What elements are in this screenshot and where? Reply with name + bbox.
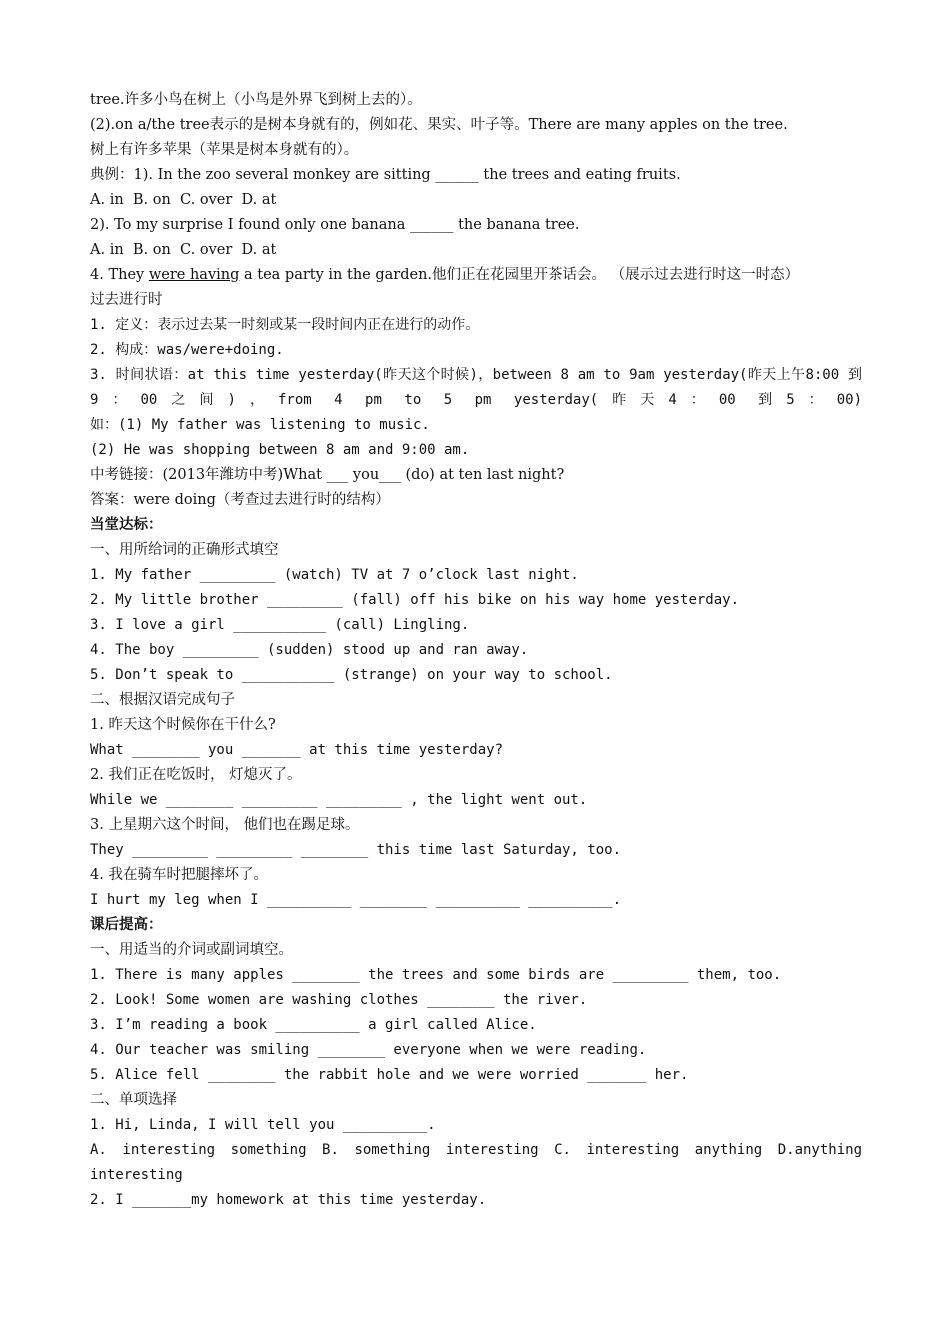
subsection-heading: 一、用适当的介词或副词填空。 xyxy=(90,942,293,958)
exercise-prompt: 4. 我在骑车时把腿摔坏了。 xyxy=(90,867,268,883)
exercise-item: 3. I’m reading a book __________ a girl called Alice. xyxy=(90,1017,537,1033)
underlined-phrase: were having xyxy=(148,267,240,283)
answer-line: 答案：were doing（考查过去进行时的结构） xyxy=(90,492,390,508)
exercise-item: 2. I _______my homework at this time yesterday. xyxy=(90,1192,487,1208)
text-line: 树上有许多苹果（苹果是树本身就有的）。 xyxy=(90,142,359,158)
exercise-item: 5. Alice fell ________ the rabbit hole and we were worried _______ her. xyxy=(90,1067,689,1083)
exercise-item: While we ________ _________ _________ , the light went out. xyxy=(90,792,588,808)
exercise-item: 3. I love a girl ___________ (call) Lingling. xyxy=(90,617,470,633)
answer-options: A. in B. on C. over D. at xyxy=(90,192,277,208)
answer-options: A. interesting something B. something interesting C. interesting anything D.anything interesting xyxy=(90,1142,871,1183)
text-segment: 4. They xyxy=(90,267,149,283)
exercise-item: 1. There is many apples ________ the trees and some birds are _________ them, too. xyxy=(90,967,782,983)
exercise-item: What ________ you _______ at this time yesterday? xyxy=(90,742,504,758)
document-page xyxy=(90,88,871,1213)
exercise-prompt: 2. 我们正在吃饭时， 灯熄灭了。 xyxy=(90,767,302,783)
exercise-prompt: 3. 上星期六这个时间， 他们也在踢足球。 xyxy=(90,817,360,833)
text-segment: a tea party in the garden.他们正在花园里开茶话会。 （展示过去进行时这一时态） xyxy=(239,267,800,283)
exercise-item: 4. The boy _________ (sudden) stood up and ran away. xyxy=(90,642,529,658)
subsection-heading: 二、单项选择 xyxy=(90,1092,177,1108)
text-line: 2. 构成：was/were+doing. xyxy=(90,342,284,358)
text-line: tree.许多小鸟在树上（小鸟是外界飞到树上去的）。 xyxy=(90,92,422,108)
exercise-item: 4. Our teacher was smiling ________ everyone when we were reading. xyxy=(90,1042,647,1058)
section-heading: 过去进行时 xyxy=(90,292,163,308)
exercise-item: They _________ _________ ________ this time last Saturday, too. xyxy=(90,842,622,858)
subsection-heading: 一、用所给词的正确形式填空 xyxy=(90,542,279,558)
exercise-prompt: 1. 昨天这个时候你在干什么? xyxy=(90,717,276,733)
section-heading: 课后提高： xyxy=(90,917,163,933)
exercise-item: 1. My father _________ (watch) TV at 7 o’clock last night. xyxy=(90,567,579,583)
exam-link: 中考链接：(2013年潍坊中考)What ___ you___ (do) at ten last night? xyxy=(90,467,565,483)
answer-options: A. in B. on C. over D. at xyxy=(90,242,277,258)
exercise-item: I hurt my leg when I __________ ________ __________ __________. xyxy=(90,892,622,908)
example-sentence xyxy=(90,263,862,288)
exercise-item: 5. Don’t speak to ___________ (strange) on your way to school. xyxy=(90,667,613,683)
example-question: 2). To my surprise I found only one banana ______ the banana tree. xyxy=(90,217,580,233)
text-line: (2) He was shopping between 8 am and 9:00 am. xyxy=(90,442,470,458)
text-line: 1. 定义：表示过去某一时刻或某一段时间内正在进行的动作。 xyxy=(90,317,480,333)
exercise-item: 1. Hi, Linda, I will tell you __________. xyxy=(90,1117,436,1133)
subsection-heading: 二、根据汉语完成句子 xyxy=(90,692,235,708)
text-line: 如：(1) My father was listening to music. xyxy=(90,417,430,433)
example-question: 典例：1). In the zoo several monkey are sitting ______ the trees and eating fruits. xyxy=(90,167,681,183)
section-heading: 当堂达标： xyxy=(90,517,163,533)
exercise-item: 2. Look! Some women are washing clothes ________ the river. xyxy=(90,992,588,1008)
text-paragraph: 3. 时间状语：at this time yesterday(昨天这个时候)，between 8 am to 9am yesterday(昨天上午8:00 到9：00之间)，from 4 pm to 5 pm yesterday(昨天4：00 到5：00) xyxy=(90,367,862,408)
text-line: (2).on a/the tree表示的是树本身就有的，例如花、果实、叶子等。There are many apples on the tree. xyxy=(90,117,788,133)
exercise-item: 2. My little brother _________ (fall) off his bike on his way home yesterday. xyxy=(90,592,740,608)
